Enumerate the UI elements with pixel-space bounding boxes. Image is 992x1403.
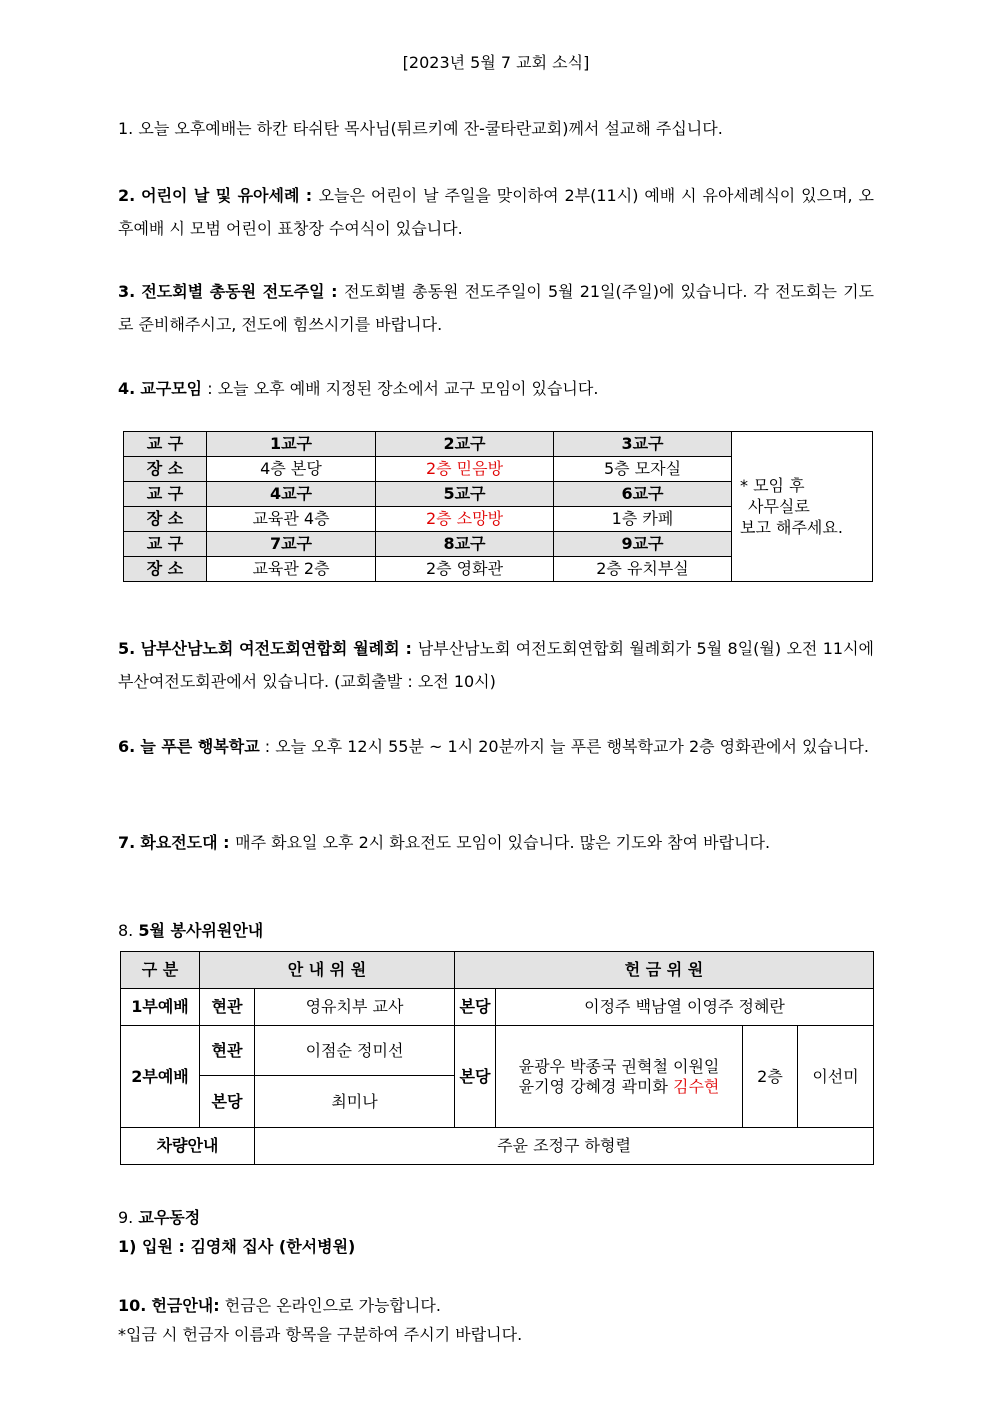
item-separator: : [324,282,345,301]
place-cell: 5층 모자실 [554,457,732,482]
item-number: 9. [118,1208,134,1227]
district-name: 3교구 [554,432,732,457]
floor-label: 2층 [743,1026,798,1128]
guide-place: 본당 [200,1076,255,1128]
offering-names: 이정주 백남열 이영주 정혜란 [496,989,874,1026]
district-table [123,431,873,582]
offering-place: 본당 [455,989,496,1026]
item-separator: : [259,737,276,756]
place-cell: 2층 영화관 [376,557,554,582]
service-label: 1부예배 [121,989,200,1026]
item-heading: 헌금안내: [151,1296,220,1315]
item-heading: 교구모임 [140,379,203,398]
news-item-3 [118,275,874,341]
place-cell: 1층 카페 [554,507,732,532]
vehicle-names: 주윤 조정구 하형렬 [255,1128,874,1165]
item-separator: : [202,379,218,398]
district-name: 9교구 [554,532,732,557]
place-cell: 교육관 2층 [207,557,376,582]
item-heading: 늘 푸른 행복학교 [140,737,260,756]
offering-line: 윤광우 박종국 권혁철 이원일 [518,1056,720,1076]
item-number: 5. [118,639,136,658]
place-cell-highlight: 2층 믿음방 [376,457,554,482]
news-item-2 [118,179,874,245]
guide-names: 최미나 [255,1076,455,1128]
place-cell: 4층 본당 [207,457,376,482]
place-cell: 2층 유치부실 [554,557,732,582]
place-label: 장 소 [124,457,207,482]
district-name: 2교구 [376,432,554,457]
item-number: 2. [118,186,136,205]
district-name: 4교구 [207,482,376,507]
district-name: 5교구 [376,482,554,507]
offering-names [496,1026,743,1128]
item-text: 오늘 오후 예배 지정된 장소에서 교구 모임이 있습니다. [217,379,599,398]
item-heading: 어린이 날 및 유아세례 [141,186,300,205]
offering-names-plain: 윤기영 강혜경 곽미화 [518,1076,673,1096]
news-item-8 [118,914,874,947]
item-number: 3. [118,282,136,301]
header-category: 구 분 [121,952,200,989]
item-text: 남부산남노회 여전도회연합회 월례회가 5월 8일(월) 오전 11시에 부산여전도회관에서 있습니다. (교회출발 : 오전 10시) [118,639,875,691]
district-name: 1교구 [207,432,376,457]
item-text: 전도회별 총동원 전도주일이 5월 21일(주일)에 있습니다. 각 전도회는 기도로 준비해주시고, 전도에 힘쓰시기를 바랍니다. [118,282,874,334]
place-label: 장 소 [124,507,207,532]
item-separator: : [399,639,418,658]
item-10-note: *입금 시 헌금자 이름과 항목을 구분하여 주시기 바랍니다. [118,1325,523,1344]
news-item-1 [118,112,874,145]
news-item-7 [118,826,874,859]
place-cell-highlight: 2층 소망방 [376,507,554,532]
item-heading: 전도회별 총동원 전도주일 [141,282,325,301]
news-item-6 [118,730,874,763]
note-line: 보고 해주세요. [740,518,843,537]
place-label: 장 소 [124,557,207,582]
place-cell: 교육관 4층 [207,507,376,532]
item-number: 6. [118,737,136,756]
header-offering: 헌 금 위 원 [455,952,874,989]
district-name: 7교구 [207,532,376,557]
district-label: 교 구 [124,432,207,457]
item-9-sub: 1) 입원 : 김영채 집사 (한서병원) [118,1237,356,1256]
page-title: [2023년 5월 7 교회 소식] [402,53,590,72]
item-number: 8. [118,921,134,940]
service-label: 2부예배 [121,1026,200,1128]
item-number: 4. [118,379,136,398]
item-text: 오늘 오후 12시 55분 ~ 1시 20분까지 늘 푸른 행복학교가 2층 영화관에서 있습니다. [275,737,869,756]
volunteer-table [120,951,874,1165]
guide-names: 이점순 정미선 [255,1026,455,1076]
floor-name: 이선미 [798,1026,874,1128]
guide-place: 현관 [200,989,255,1026]
item-heading: 화요전도대 [140,833,218,852]
district-label: 교 구 [124,532,207,557]
item-heading: 교우동정 [138,1208,201,1227]
item-text: 매주 화요일 오후 2시 화요전도 모임이 있습니다. 많은 기도와 참여 바랍니다. [235,833,771,852]
item-text: 헌금은 온라인으로 가능합니다. [219,1296,441,1315]
item-text: 오늘은 어린이 날 주일을 맞이하여 2부(11시) 예배 시 유아세례식이 있으며, 오후예배 시 모범 어린이 표창장 수여식이 있습니다. [118,186,874,238]
header-guide: 안 내 위 원 [200,952,455,989]
district-note [732,432,873,582]
news-item-4 [118,372,874,405]
item-number: 10. [118,1296,147,1315]
offering-place: 본당 [455,1026,496,1128]
vehicle-label: 차량안내 [121,1128,255,1165]
note-line: 사무실로 [748,497,810,516]
item-separator: : [299,186,319,205]
item-number: 1. [118,119,134,138]
guide-place: 현관 [200,1026,255,1076]
district-label: 교 구 [124,482,207,507]
district-name: 6교구 [554,482,732,507]
guide-names: 영유치부 교사 [255,989,455,1026]
item-number: 7. [118,833,136,852]
item-heading: 남부산남노회 여전도회연합회 월례회 [140,639,400,658]
district-name: 8교구 [376,532,554,557]
item-separator: : [217,833,236,852]
news-item-5 [118,632,874,698]
offering-name-highlight: 김수현 [673,1076,720,1096]
note-line: * 모임 후 [740,476,805,495]
item-heading: 5월 봉사위원안내 [138,921,264,940]
offering-line [496,1077,742,1097]
item-text: 오늘 오후예배는 하칸 타쉬탄 목사님(튀르키예 잔-쿨타란교회)께서 설교해 주십니다. [138,119,723,138]
